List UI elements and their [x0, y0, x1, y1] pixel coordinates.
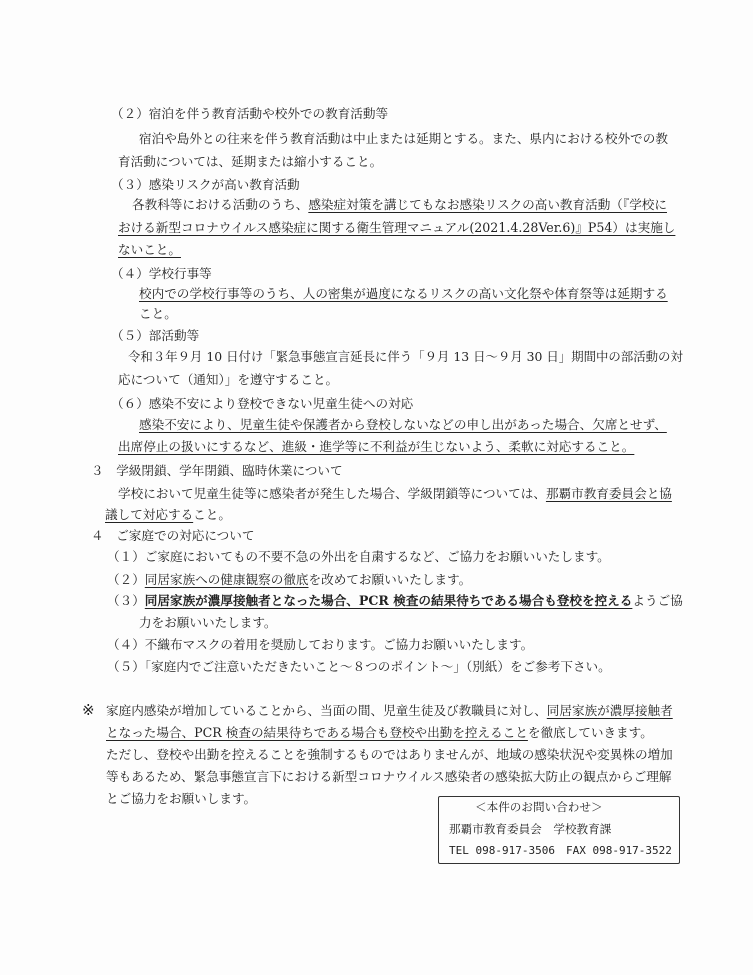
section-3-heading: （３）感染リスクが高い教育活動	[111, 177, 300, 192]
chapter-3-line-1-plain: 学校において児童生徒等に感染者が発生した場合、学級閉鎖等については、	[118, 486, 546, 501]
section-4-heading: （４）学校行事等	[111, 266, 212, 281]
contact-organization: 那覇市教育委員会 学校教育課	[449, 822, 612, 836]
section-3-line-1-plain: 各教科等における活動のうち、	[132, 197, 309, 212]
note-mark: ※	[82, 701, 95, 719]
chapter-4-item-3	[107, 593, 683, 609]
item-2-plain: を改めてお願いいたします。	[308, 572, 472, 587]
chapter-3-line-2-underlined: 議して対応する	[105, 507, 194, 522]
item-3-plain: ようご協	[632, 593, 683, 608]
section-5-heading: （５）部活動等	[111, 328, 200, 343]
section-6-heading: （６）感染不安により登校できない児童生徒への対応	[111, 396, 414, 411]
item-3-underlined: 同居家族が濃厚接触者となった場合、PCR 検査の結果待ちである場合も登校を控える	[144, 593, 633, 608]
item-3-number: （３）	[107, 593, 145, 608]
note-line-2-underlined: となった場合、PCR 検査の結果待ちである場合も登校や出勤を控えること	[106, 725, 528, 740]
chapter-3-body-line-2	[105, 507, 231, 523]
section-4-body-line-2: こと。	[139, 306, 177, 321]
section-3-body-line-3: ないこと。	[118, 242, 181, 257]
note-line-1-plain: 家庭内感染が増加していることから、当面の間、児童生徒及び教職員に対し、	[106, 703, 547, 718]
section-5-body-line-2: 応について（通知）」を遵守すること。	[118, 372, 339, 387]
note-line-2	[106, 725, 653, 741]
chapter-3-heading: ３ 学級閉鎖、学年閉鎖、臨時休業について	[91, 463, 343, 478]
chapter-3-line-2-plain: こと。	[193, 507, 231, 522]
contact-box	[438, 796, 680, 864]
section-2-heading: （２）宿泊を伴う教育活動や校外での教育活動等	[111, 106, 389, 121]
section-3-body-line-2: おける新型コロナウイルス感染症に関する衛生管理マニュアル(2021.4.28Ver.6)』P54）は実施し	[118, 220, 676, 235]
chapter-4-heading: ４ ご家庭での対応について	[91, 528, 255, 543]
section-2-body-line-1: 宿泊や島外との往来を伴う教育活動は中止または延期とする。また、県内における校外での教	[139, 131, 668, 146]
chapter-4-item-2	[107, 572, 471, 588]
note-line-5: とご協力をお願いします。	[106, 791, 257, 806]
section-5-body-line-1: 令和３年９月 10 日付け「緊急事態宣言延長に伴う「９月 13 日～９月 30 日」期間中の部活動の対	[128, 349, 683, 364]
section-6-body-line-2: 出席停止の扱いにするなど、進級・進学等に不利益が生じないよう、柔軟に対応すること。	[118, 439, 635, 454]
note-line-1	[106, 703, 673, 719]
contact-phone-fax: TEL 098-917-3506 FAX 098-917-3522	[449, 844, 672, 857]
note-line-4: 等もあるため、緊急事態宣言下における新型コロナウイルス感染者の感染拡大防止の観点からご理解	[106, 769, 672, 784]
section-2-body-line-2: 育活動については、延期または縮小すること。	[118, 154, 383, 169]
note-line-1-underlined: 同居家族が濃厚接触者	[546, 703, 673, 718]
note-line-3: ただし、登校や出勤を控えることを強制するものではありませんが、地域の感染状況や変異株の増加	[106, 747, 673, 762]
section-6-body-line-1: 感染不安により、児童生徒や保護者から登校しないなどの申し出があった場合、欠席とせず、	[139, 417, 667, 432]
item-2-underlined: 同居家族への健康観察の徹底	[144, 572, 309, 587]
chapter-4-item-3-continued: 力をお願いいたします。	[139, 615, 277, 630]
section-4-body-line-1: 校内での学校行事等のうち、人の密集が過度になるリスクの高い文化祭や体育祭等は延期する	[139, 286, 668, 301]
chapter-4-item-4: （４）不織布マスクの着用を奨励しております。ご協力お願いいたします。	[107, 637, 534, 652]
chapter-3-body-line-1	[118, 486, 672, 502]
chapter-4-item-1: （１）ご家庭においてもの不要不急の外出を自粛するなど、ご協力をお願いいたします。	[107, 549, 610, 564]
section-3-line-1-underlined: 感染症対策を講じてもなお感染リスクの高い教育活動（『学校に	[308, 197, 667, 212]
section-3-body-line-1	[132, 197, 667, 213]
note-line-2-plain: を徹底していきます。	[527, 725, 653, 740]
item-2-number: （２）	[107, 572, 145, 587]
chapter-3-line-1-underlined: 那覇市教育委員会と協	[545, 486, 672, 501]
chapter-4-item-5: （５）「家庭内でご注意いただきたいこと～８つのポイント～」（別紙）をご参考下さい。	[107, 659, 611, 674]
contact-title: ＜本件のお問い合わせ＞	[475, 800, 603, 814]
